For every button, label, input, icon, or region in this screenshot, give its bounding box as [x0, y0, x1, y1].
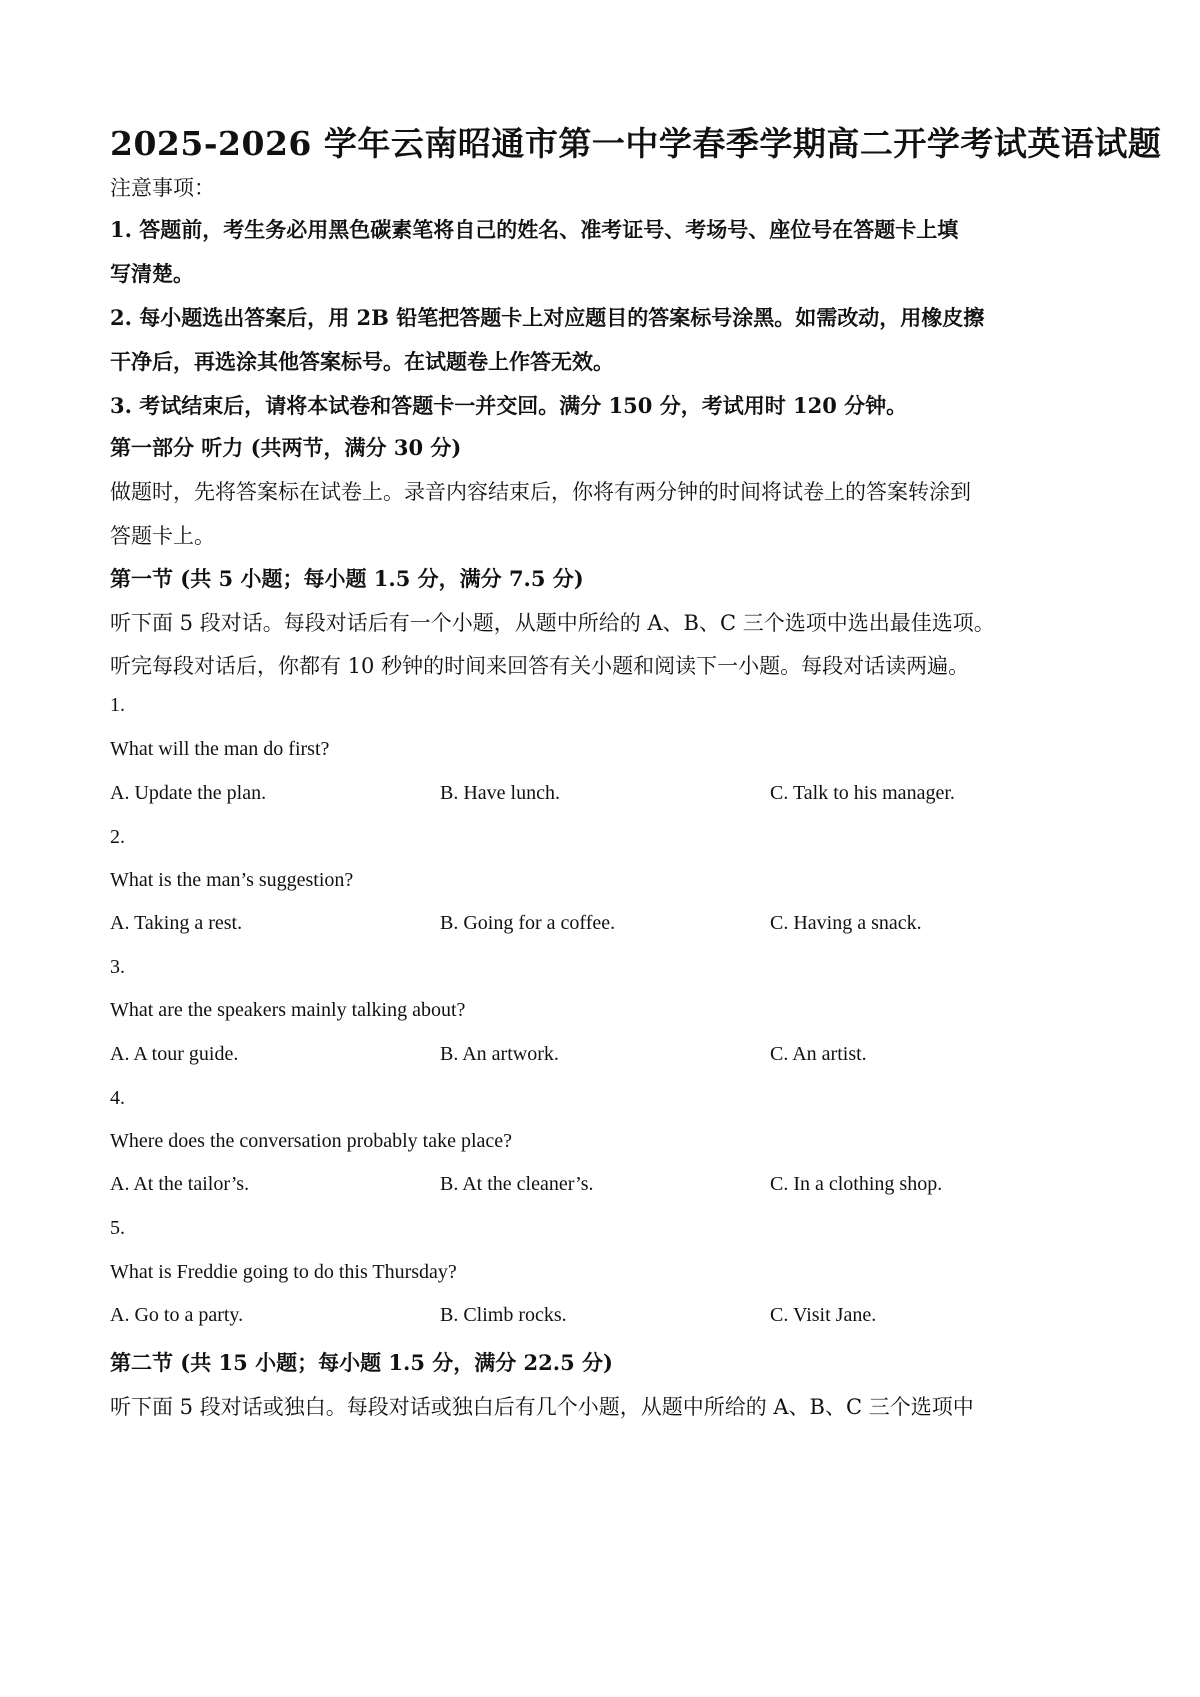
section-2-intro-line-1: 听下面 5 段对话或独白。每段对话或独白后有几个小题，从题中所给的 A、B、C 三个选项中 [110, 1395, 974, 1419]
part-1-intro-line-1: 做题时，先将答案标在试卷上。录音内容结束后，你将有两分钟的时间将试卷上的答案转涂到 [110, 480, 971, 504]
notice-item-2-line-1: 2. 每小题选出答案后，用 2B 铅笔把答题卡上对应题目的答案标号涂黑。如需改动，用橡皮擦 [110, 305, 985, 330]
question-3-text: What are the speakers mainly talking about? [110, 999, 466, 1021]
question-4-option-b: B. At the cleaner’s. [440, 1173, 594, 1195]
question-1-option-c: C. Talk to his manager. [770, 782, 955, 804]
question-2-option-c: C. Having a snack. [770, 912, 922, 934]
page-title: 2025-2026 学年云南昭通市第一中学春季学期高二开学考试英语试题 [110, 124, 1162, 163]
question-3-option-c: C. An artist. [770, 1043, 867, 1065]
question-4-text: Where does the conversation probably take place? [110, 1130, 513, 1152]
question-3-option-b: B. An artwork. [440, 1043, 559, 1065]
question-2-option-b: B. Going for a coffee. [440, 912, 616, 934]
question-1-text: What will the man do first? [110, 738, 330, 760]
question-5-text: What is Freddie going to do this Thursday? [110, 1261, 457, 1283]
question-3-number: 3. [110, 956, 125, 978]
question-5-number: 5. [110, 1217, 125, 1239]
section-1-intro-line-1: 听下面 5 段对话。每段对话后有一个小题，从题中所给的 A、B、C 三个选项中选出最佳选项。 [110, 611, 995, 635]
section-2-heading: 第二节 (共 15 小题；每小题 1.5 分，满分 22.5 分) [110, 1350, 613, 1375]
section-1-heading: 第一节 (共 5 小题；每小题 1.5 分，满分 7.5 分) [110, 566, 584, 591]
question-1-number: 1. [110, 694, 125, 716]
question-5-option-c: C. Visit Jane. [770, 1304, 877, 1326]
notice-item-3: 3. 考试结束后，请将本试卷和答题卡一并交回。满分 150 分，考试用时 120 分钟。 [110, 393, 908, 418]
question-2-text: What is the man’s suggestion? [110, 869, 354, 891]
question-4-option-c: C. In a clothing shop. [770, 1173, 943, 1195]
question-4-number: 4. [110, 1087, 125, 1109]
question-1-option-a: A. Update the plan. [110, 782, 267, 804]
section-1-intro-line-2: 听完每段对话后，你都有 10 秒钟的时间来回答有关小题和阅读下一小题。每段对话读两遍。 [110, 654, 970, 678]
notice-item-1-line-1: 1. 答题前，考生务必用黑色碳素笔将自己的姓名、准考证号、考场号、座位号在答题卡上填 [110, 217, 959, 242]
notice-heading: 注意事项： [110, 176, 215, 200]
question-5-option-a: A. Go to a party. [110, 1304, 244, 1326]
notice-item-2-line-2: 干净后，再选涂其他答案标号。在试题卷上作答无效。 [110, 349, 614, 374]
part-1-intro-line-2: 答题卡上。 [110, 524, 215, 548]
question-2-option-a: A. Taking a rest. [110, 912, 243, 934]
question-1-option-b: B. Have lunch. [440, 782, 560, 804]
question-4-option-a: A. At the tailor’s. [110, 1173, 250, 1195]
question-5-option-b: B. Climb rocks. [440, 1304, 567, 1326]
notice-item-1-line-2: 写清楚。 [110, 261, 194, 286]
question-2-number: 2. [110, 826, 125, 848]
question-3-option-a: A. A tour guide. [110, 1043, 239, 1065]
part-1-heading: 第一部分 听力 (共两节，满分 30 分) [110, 435, 462, 460]
